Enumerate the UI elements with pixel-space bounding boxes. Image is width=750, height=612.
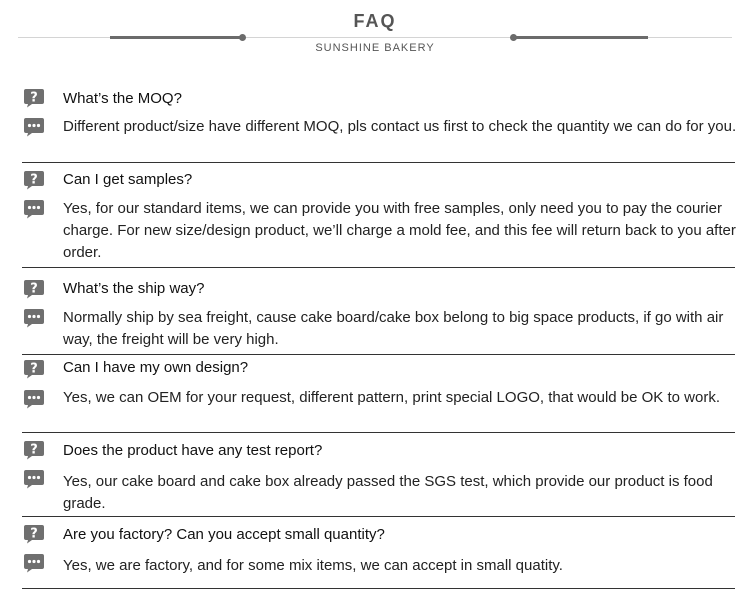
svg-text:?: ? — [30, 172, 38, 188]
faq-divider — [22, 588, 735, 589]
faq-divider — [22, 432, 735, 433]
faq-answer: Yes, we can OEM for your request, different pattern, print special LOGO, that would be OK to work. — [63, 389, 720, 406]
faq-divider — [22, 516, 735, 517]
faq-question: What’s the ship way? — [63, 280, 205, 297]
speech-bubble-dots-icon — [23, 553, 45, 573]
faq-answer: Different product/size have different MOQ, pls contact us first to check the quantity we can do for you. — [63, 118, 737, 135]
svg-text:?: ? — [30, 361, 38, 377]
faq-header — [0, 0, 750, 60]
faq-answer: Yes, our cake board and cake box already passed the SGS test, which provide our product is food grade. — [63, 473, 713, 512]
question-bubble-icon — [23, 524, 45, 544]
faq-question: What’s the MOQ? — [63, 90, 182, 107]
question-bubble-icon — [23, 279, 45, 299]
faq-answer: Normally ship by sea freight, cause cake board/cake box belong to big space products, if go with air way, the freight will be very high. — [63, 309, 724, 348]
faq-divider — [22, 162, 735, 163]
svg-text:?: ? — [30, 442, 38, 458]
faq-question: Can I get samples? — [63, 171, 193, 188]
faq-answer: Yes, for our standard items, we can provide you with free samples, only need you to pay the courier charge. For new size/design product, we’ll charge a mold fee, and this fee will return back to you after order. — [63, 200, 736, 261]
svg-text:?: ? — [30, 90, 38, 106]
faq-divider — [22, 354, 735, 355]
question-bubble-icon — [23, 359, 45, 379]
page-subtitle: SUNSHINE BAKERY — [315, 42, 435, 54]
faq-question: Does the product have any test report? — [63, 442, 323, 459]
header-accent-right — [514, 36, 648, 39]
speech-bubble-dots-icon — [23, 469, 45, 489]
faq-question: Are you factory? Can you accept small quantity? — [63, 526, 385, 543]
question-bubble-icon — [23, 88, 45, 108]
speech-bubble-dots-icon — [23, 308, 45, 328]
speech-bubble-dots-icon — [23, 389, 45, 409]
svg-text:?: ? — [30, 526, 38, 542]
header-accent-left — [110, 36, 242, 39]
question-bubble-icon — [23, 440, 45, 460]
faq-question: Can I have my own design? — [63, 359, 249, 376]
question-bubble-icon — [23, 170, 45, 190]
svg-text:?: ? — [30, 281, 38, 297]
faq-divider — [22, 267, 735, 268]
header-accent-dot-right — [510, 34, 517, 41]
header-accent-dot-left — [239, 34, 246, 41]
page-title: FAQ — [353, 11, 397, 31]
faq-answer: Yes, we are factory, and for some mix items, we can accept in small quatity. — [63, 557, 563, 574]
speech-bubble-dots-icon — [23, 199, 45, 219]
speech-bubble-dots-icon — [23, 117, 45, 137]
